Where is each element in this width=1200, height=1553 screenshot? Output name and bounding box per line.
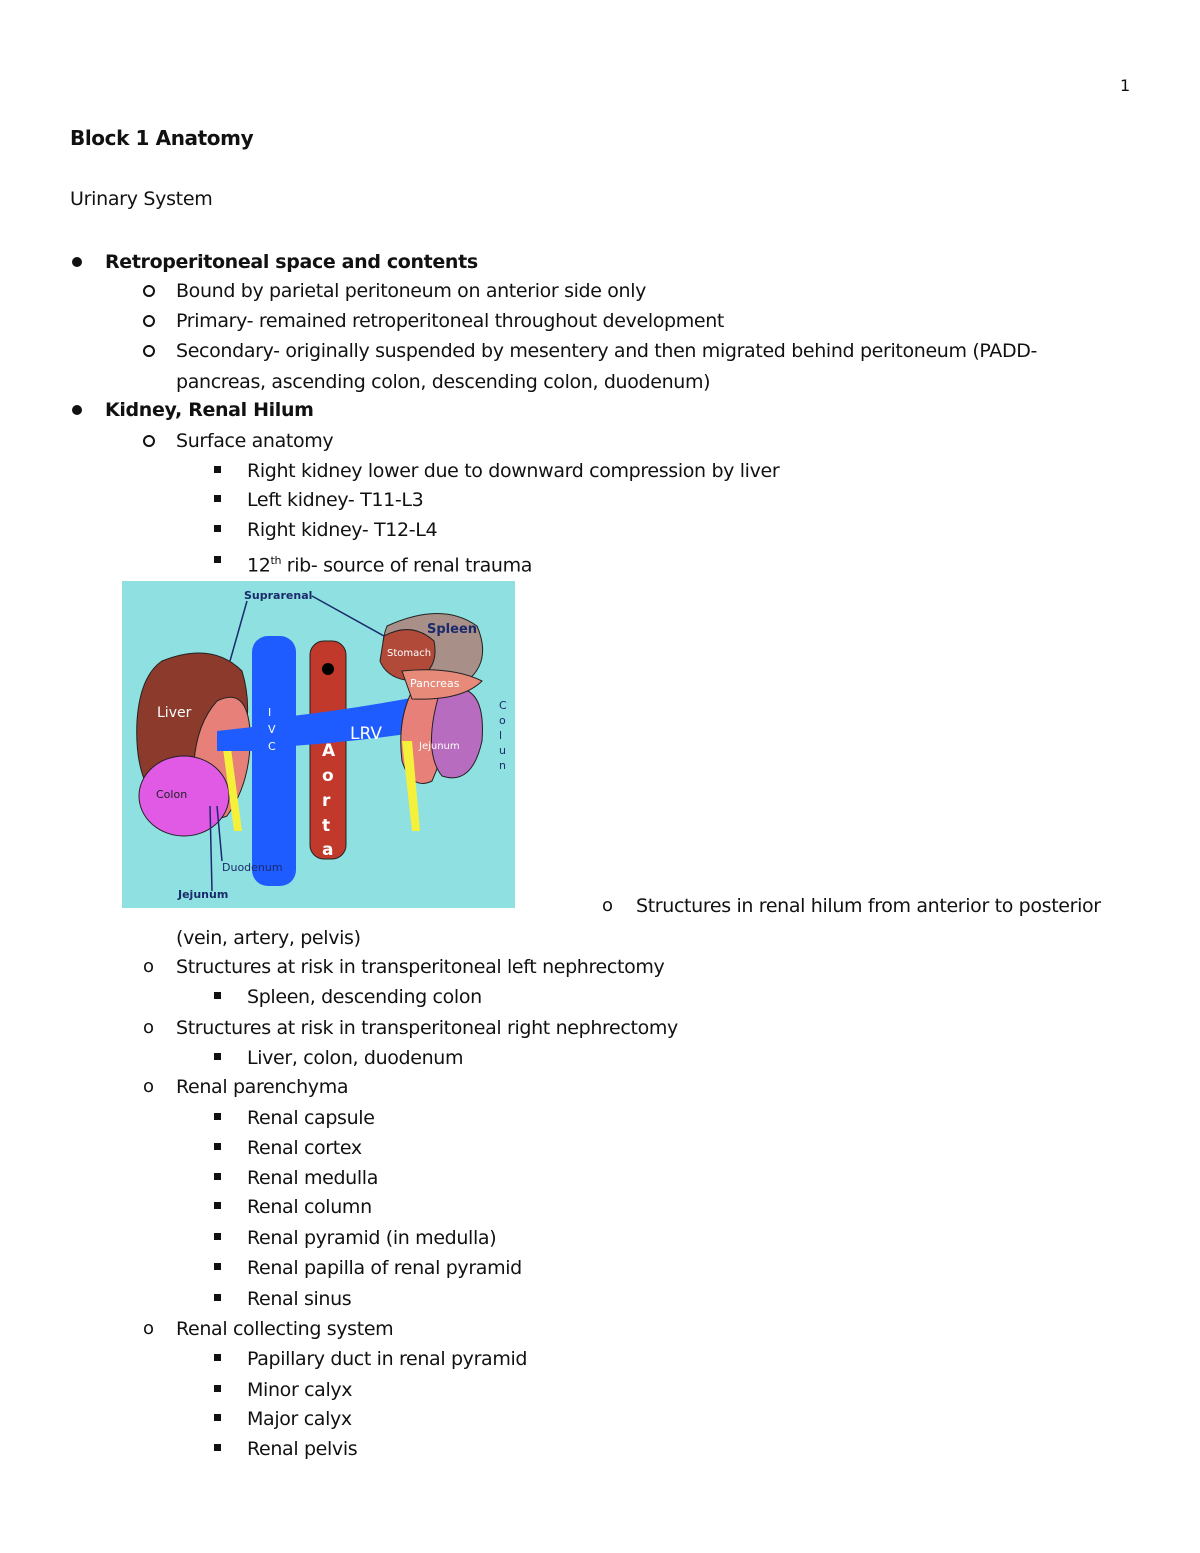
list-item: Renal medulla xyxy=(247,1167,378,1189)
label-lrv: LRV xyxy=(350,724,382,744)
list-item: Structures at risk in transperitoneal left nephrectomy xyxy=(176,956,665,978)
list-item: Renal papilla of renal pyramid xyxy=(247,1257,522,1279)
label-colun-u: u xyxy=(499,744,506,757)
label-aorta-o: o xyxy=(322,766,334,786)
label-ivc-c: C xyxy=(268,740,276,753)
heading-retroperitoneal: Retroperitoneal space and contents xyxy=(105,251,478,273)
label-aorta-a2: a xyxy=(322,840,334,860)
label-suprarenal: Suprarenal xyxy=(244,589,313,602)
list-item: Structures at risk in transperitoneal right nephrectomy xyxy=(176,1017,678,1039)
bullet-square xyxy=(214,992,221,999)
heading-kidney-renal-hilum: Kidney, Renal Hilum xyxy=(105,399,314,421)
bullet-circle xyxy=(143,345,155,357)
list-item: Left kidney- T11-L3 xyxy=(247,489,424,511)
section-subtitle: Urinary System xyxy=(70,188,213,210)
label-aorta-t: t xyxy=(322,816,331,836)
list-item: Major calyx xyxy=(247,1408,352,1430)
list-item: Minor calyx xyxy=(247,1379,353,1401)
list-item: Primary- remained retroperitoneal throughout development xyxy=(176,310,725,332)
list-item: Renal cortex xyxy=(247,1137,362,1159)
label-colun-n: n xyxy=(499,759,506,772)
bullet-square xyxy=(214,1143,221,1150)
bullet-square xyxy=(214,556,221,563)
kidney-anatomy-diagram xyxy=(122,581,515,908)
bullet-square xyxy=(214,495,221,502)
bullet-square xyxy=(214,1294,221,1301)
bullet-circle xyxy=(143,285,155,297)
bullet-dot xyxy=(72,405,82,415)
bullet-square xyxy=(214,466,221,473)
bullet-o: o xyxy=(143,1017,155,1038)
list-item-continuation: pancreas, ascending colon, descending colon, duodenum) xyxy=(176,371,711,393)
bullet-square xyxy=(214,1444,221,1451)
list-item: Spleen, descending colon xyxy=(247,986,482,1008)
label-spleen: Spleen xyxy=(427,622,478,637)
bullet-square xyxy=(214,1053,221,1060)
label-colun-l: l xyxy=(499,729,503,742)
bullet-circle xyxy=(143,315,155,327)
bullet-o: o xyxy=(143,1318,155,1339)
list-item: Papillary duct in renal pyramid xyxy=(247,1348,528,1370)
list-item: Liver, colon, duodenum xyxy=(247,1047,464,1069)
bullet-o: o xyxy=(143,956,155,977)
list-item: Renal column xyxy=(247,1196,372,1218)
list-item: Renal collecting system xyxy=(176,1318,394,1340)
list-item: Right kidney lower due to downward compression by liver xyxy=(247,460,780,482)
bullet-square xyxy=(214,1385,221,1392)
list-item: Renal pyramid (in medulla) xyxy=(247,1227,497,1249)
bullet-square xyxy=(214,1113,221,1120)
label-stomach: Stomach xyxy=(387,648,432,659)
label-colun-o: o xyxy=(499,714,506,727)
bullet-square xyxy=(214,1233,221,1240)
list-item: Bound by parietal peritoneum on anterior side only xyxy=(176,280,647,302)
list-item: Renal sinus xyxy=(247,1288,352,1310)
label-colon: Colon xyxy=(156,788,188,801)
page-title: Block 1 Anatomy xyxy=(70,126,254,150)
list-item: Structures in renal hilum from anterior to posterior xyxy=(636,895,1101,917)
bullet-o: o xyxy=(143,1076,155,1097)
bullet-circle xyxy=(143,435,155,447)
list-item-12th-rib: 12th rib- source of renal trauma xyxy=(247,554,533,577)
list-item: Right kidney- T12-L4 xyxy=(247,519,438,541)
bullet-square xyxy=(214,1202,221,1209)
list-item-continuation: (vein, artery, pelvis) xyxy=(176,927,361,949)
bullet-square xyxy=(214,1414,221,1421)
label-jejunum: Jejunum xyxy=(178,888,229,901)
label-duodenum: Duodenum xyxy=(222,861,283,874)
list-item: Renal capsule xyxy=(247,1107,375,1129)
bullet-square xyxy=(214,1354,221,1361)
page-number: 1 xyxy=(1120,76,1131,95)
label-jejunum-left: Jejunum xyxy=(419,741,460,752)
label-ivc-v: V xyxy=(268,723,276,736)
list-item: Secondary- originally suspended by mesentery and then migrated behind peritoneum (PADD- xyxy=(176,340,1038,362)
label-pancreas: Pancreas xyxy=(410,677,460,690)
label-ivc-i: I xyxy=(268,706,272,719)
bullet-square xyxy=(214,1173,221,1180)
ivc-vessel xyxy=(252,636,296,886)
label-aorta-r: r xyxy=(322,791,331,811)
list-item: Surface anatomy xyxy=(176,430,334,452)
label-aorta-a: A xyxy=(322,741,336,761)
list-item: Renal parenchyma xyxy=(176,1076,349,1098)
label-liver: Liver xyxy=(157,705,192,721)
sma-origin-dot xyxy=(322,663,334,675)
bullet-square xyxy=(214,1263,221,1270)
list-item: Renal pelvis xyxy=(247,1438,358,1460)
label-colun-c: C xyxy=(499,699,507,712)
bullet-dot xyxy=(72,257,82,267)
bullet-square xyxy=(214,525,221,532)
bullet-o: o xyxy=(602,895,614,916)
